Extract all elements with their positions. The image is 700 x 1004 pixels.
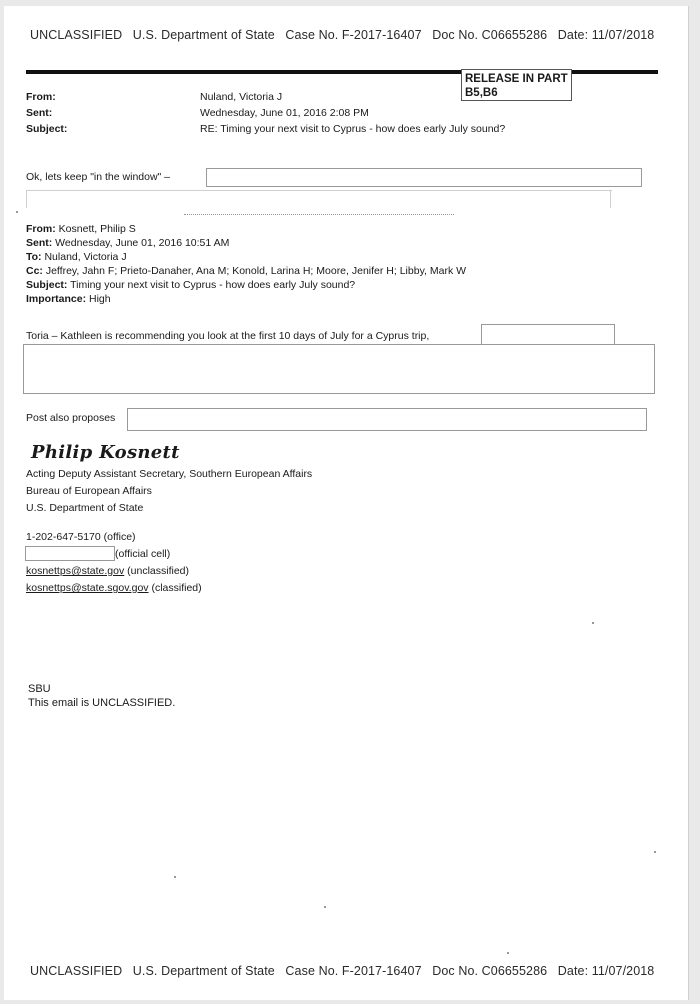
separator-residue [184,214,454,216]
email-unclassified-note: (unclassified) [127,565,189,577]
orig-importance-row [26,293,111,306]
signature-title: Acting Deputy Assistant Secretary, Southern European Affairs [26,468,313,480]
release-stamp-exemptions: B5,B6 [465,87,498,99]
banner-classification: UNCLASSIFIED [30,964,123,978]
reply-sent-label: Sent: [26,107,53,119]
bottom-banner [30,964,670,978]
orig-from-value: Kosnett, Philip S [58,223,136,235]
orig-importance-label: Importance: [26,293,87,305]
banner-date: Date: 11/07/2018 [557,28,655,42]
signature-email-classified-row [26,582,202,595]
redaction-box [481,324,615,346]
redaction-edge [610,190,611,208]
redaction-box [127,408,647,431]
orig-to-value: Nuland, Victoria J [44,251,127,263]
redaction-edge [26,190,27,208]
orig-sent-value: Wednesday, June 01, 2016 10:51 AM [55,237,230,249]
reply-from-label: From: [26,91,56,103]
document-page [4,6,689,1000]
orig-cc-row [26,265,666,278]
release-stamp-line1: RELEASE IN PART [465,73,568,85]
reply-subject-value: RE: Timing your next visit to Cyprus - how does early July sound? [200,123,506,135]
scan-speck [16,211,18,213]
email-classified-note: (classified) [151,582,202,594]
orig-sent-label: Sent: [26,237,53,249]
orig-from-label: From: [26,223,56,235]
signature-cell-label: (official cell) [115,548,171,560]
reply-sent-row [26,107,369,120]
redaction-box [25,546,115,561]
reply-from-row [26,91,282,104]
redaction-box [23,344,655,394]
scan-speck [654,851,656,853]
orig-sent-row [26,237,229,250]
reply-subject-label: Subject: [26,123,68,135]
signature-bureau: Bureau of European Affairs [26,485,152,497]
email-classified-link[interactable]: kosnettps@state.sgov.gov [26,582,149,594]
orig-to-label: To: [26,251,42,263]
orig-to-row [26,251,127,264]
scan-speck [592,622,594,624]
reply-sent-value: Wednesday, June 01, 2016 2:08 PM [200,107,369,119]
scan-speck [324,906,326,908]
banner-classification: UNCLASSIFIED [30,28,123,42]
signature-dept: U.S. Department of State [26,502,144,514]
banner-date: Date: 11/07/2018 [557,964,655,978]
orig-importance-value: High [89,293,111,305]
banner-doc: Doc No. C06655286 [432,964,548,978]
release-stamp [461,69,572,101]
signature-office-phone: 1-202-647-5170 (office) [26,531,136,543]
top-banner [30,28,670,42]
sbu-label: SBU [28,683,51,695]
scan-speck [174,876,176,878]
banner-department: U.S. Department of State [132,964,275,978]
banner-case: Case No. F-2017-16407 [285,28,422,42]
reply-subject-row [26,123,505,136]
banner-doc: Doc No. C06655286 [432,28,548,42]
orig-subject-row [26,279,355,292]
redaction-line [26,190,612,191]
orig-body-line2: Post also proposes [26,412,116,424]
banner-case: Case No. F-2017-16407 [285,964,422,978]
email-unclassified-link[interactable]: kosnettps@state.gov [26,565,125,577]
reply-from-value: Nuland, Victoria J [200,91,283,103]
signature-name: Philip Kosnett [31,442,180,463]
orig-subject-value: Timing your next visit to Cyprus - how does early July sound? [70,279,356,291]
orig-from-row [26,223,136,236]
reply-body: Ok, lets keep "in the window" – [26,171,171,183]
redaction-box [206,168,642,187]
signature-email-unclassified-row [26,565,189,578]
unclassified-note: This email is UNCLASSIFIED. [28,697,176,709]
scan-speck [507,952,509,954]
orig-cc-value: Jeffrey, Jahn F; Prieto-Danaher, Ana M; Konold, Larina H; Moore, Jenifer H; Libby, Mark W [45,265,467,277]
orig-subject-label: Subject: [26,279,68,291]
orig-body-line1: Toria – Kathleen is recommending you look at the first 10 days of July for a Cyprus trip, [26,330,430,342]
banner-department: U.S. Department of State [132,28,275,42]
orig-cc-label: Cc: [26,265,43,277]
